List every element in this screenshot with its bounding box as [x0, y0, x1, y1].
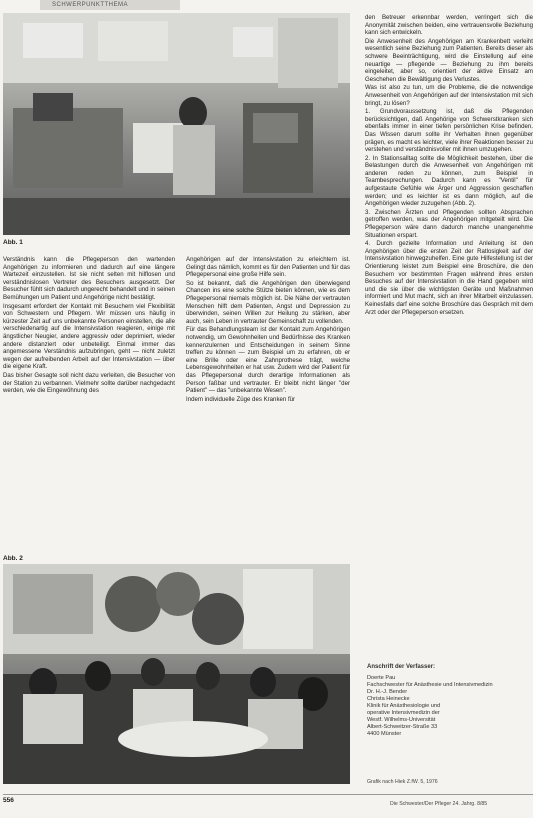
- figure-1-caption: Abb. 1: [3, 239, 23, 246]
- figure-2-caption: Abb. 2: [3, 555, 23, 562]
- address-line: Westf. Wilhelms-Universität: [367, 717, 436, 723]
- paragraph: Was ist also zu tun, um die Probleme, die die notwendige Anwesenheit von Angehörigen auf der Intensivstation mit sich bringt, zu lösen?: [365, 84, 533, 107]
- paragraph: 3. Zwischen Ärzten und Pflegenden sollten Absprachen getroffen werden, was der Angehörigen mitgeteilt wird. Die Pflegeperson wäre dann dadurch manche unangenehme Situationen erspart.: [365, 208, 533, 239]
- paragraph: Die Anwesenheit des Angehörigen am Krankenbett verleiht wesentlich seine Beziehung zum Patienten. Bereits dieser als schwere Beeinträchtigung, wird die Einstellung auf eine neuartige — pflegende — Beziehung zu ihm bereits eingeleitet, aber so, orientiert der aktive Einsatz am Geschehen die Bewältigung des Verlustes.: [365, 37, 533, 83]
- paragraph: Angehörigen auf der Intensivstation zu erleichtern ist. Gelingt das nämlich, kommt es für den Patienten und für das Pflegepersonal eine große Hilfe sein.: [186, 256, 350, 279]
- paragraph: 4. Durch gezielte Information und Anleitung ist den Angehörigen über die ersten Zeit der Ratlosigkeit auf der Intensivstation hinwegzuhelfen. Eine gute Hilfestellung ist der Orientierung leistet zum Beispiel eine Broschüre, die den Besuchern vor bestimmten Fragen während ihres ersten Besuches auf der Intensivstation in die Hand gegeben wird und die sie über die wichtigsten Geräte und Maßnahmen informiert und Mut macht, sich an ihrer Mitarbeit einzulassen. Keinesfalls darf eine solche Broschüre das Gespräch mit dem Arzt oder der Pflegeperson ersetzen.: [365, 240, 533, 316]
- text-column-3: [365, 14, 533, 317]
- paragraph: Verständnis kann die Pflegeperson den wartenden Angehörigen zu informieren und dadurch auf eine längere Wartezeit einzustellen. Ist sie nicht selten mit hilflosen und verständnislosen Vertreter des Besuchers ausgesetzt. Der Besucher fühlt sich dadurch ungerecht behandelt und in seinen Bemühungen um Patient und Angehörige nicht bestätigt.: [3, 256, 175, 301]
- source-note: Grafik nach Hiek Z.fW. 5, 1976: [367, 779, 438, 785]
- address-line: operative Intensivmedizin der: [367, 710, 440, 716]
- address-line: Klinik für Anästhesiologie und: [367, 703, 441, 709]
- journal-footer: Die Schwester/Der Pfleger 24. Jahrg. 8/85: [390, 801, 488, 807]
- text-column-2: [186, 256, 350, 404]
- paragraph: den Betreuer erkennbar werden, verringert sich die Anonymität zwischen beiden, eine vertrauensvolle Beziehung kann sich entwickeln.: [365, 14, 533, 37]
- address-title: Anschrift der Verfasser:: [367, 664, 436, 670]
- paragraph: 1. Grundvoraussetzung ist, daß die Pflegenden berücksichtigen, daß Angehörige von Schwerstkranken sich ebenfalls immer in einer tiefen persönlichen Krise befinden. Das Wissen darum sollte ihr Verhalten ihnen gegenüber prägen, es macht es leichter, viele ihrer Reaktionen besser zu verstehen und verständnisvoller mit ihnen umzugehen.: [365, 108, 533, 154]
- figure-2-photo: [3, 564, 350, 784]
- paragraph: Insgesamt erfordert der Kontakt mit Besuchern viel Flexibilität von Schwestern und Pflegern. Wir müssen uns häufig in kürzester Zeit auf uns unbekannte Personen einstellen, die alle verschiedenartig auf die Intensivstation reagieren, einige mit ängstlicher Neugier, andere aggressiv oder deprimiert, wieder andere distanziert oder unbeteiligt. Einmal immer das angemessene Verständnis aufzubringen, geht — nicht zuletzt wegen der aufreibenden Arbeit auf der Intensivstation — über die eigene Kraft.: [3, 302, 175, 371]
- icu-ward-illustration: [3, 13, 350, 235]
- address-line: 4400 Münster: [367, 731, 402, 737]
- section-header: SCHWERPUNKTTHEMA: [40, 0, 180, 10]
- group-meeting-illustration: [3, 564, 350, 784]
- address-line: Christa Heinecke: [367, 696, 410, 702]
- paragraph: Für das Behandlungsteam ist der Kontakt zum Angehörigen notwendig, um Gewohnheiten und Bedürfnisse des Kranken kennenzulernen und Entscheidungen in seinem Sinne treffen zu können — zum Beispiel um zu erfahren, ob er eine Brille oder eine Zahnprothese trägt, welche Lebensgewohnheiten er hat usw. Zudem wird der Patient für das Pflegepersonal durch derartige Informationen als Person faßbar und vertrauter. Er bleibt nicht länger "der Patient" — das "unbekannte Wesen".: [186, 326, 350, 395]
- paragraph: Indem individuelle Züge des Kranken für: [186, 395, 296, 403]
- figure-1-photo: [3, 13, 350, 235]
- paragraph: Das bisher Gesagte soll nicht dazu verleiten, die Besucher von der Station zu verbannen. Vielmehr sollte darüber nachgedacht werden, wie die Eingewöhnung des: [3, 371, 175, 395]
- paragraph: So ist bekannt, daß die Angehörigen den überwiegend Chancen ins eine solche Stütze bieten können, wie es dem Pflegepersonal niemals möglich ist. Die Nähe der vertrauten Menschen hilft dem Patienten, Angst und Depression zu überwinden, seinen Willen zur Heilung zu stärken, aber auch, sein Leben in vertrauter Gemeinschaft zu vollenden.: [186, 279, 350, 325]
- address-line: Albert-Schweitzer-Straße 33: [367, 724, 438, 730]
- author-address: [367, 664, 527, 738]
- paragraph: 2. In Stationsalltag sollte die Möglichkeit bestehen, über die Belastungen durch die Anwesenheit von Angehörigen mit anderen reden zu können, zum Beispiel in Teambesprechungen. Dadurch kann es "Ventil" für aufgestaute Gefühle wie Ärger und Aggression geschaffen werden; und es leichter ist es dann möglich, auf die Angehörigen wieder zuzugehen (Abb. 2).: [365, 154, 533, 208]
- footer-rule: [3, 794, 533, 795]
- address-line: Dr. H.-J. Bender: [367, 689, 408, 695]
- text-column-1: [3, 256, 175, 396]
- address-line: Fachschwester für Anästhesie und Intensivmedizin: [367, 682, 493, 688]
- address-line: Doerte Pau: [367, 675, 396, 681]
- page-number: 556: [3, 797, 14, 804]
